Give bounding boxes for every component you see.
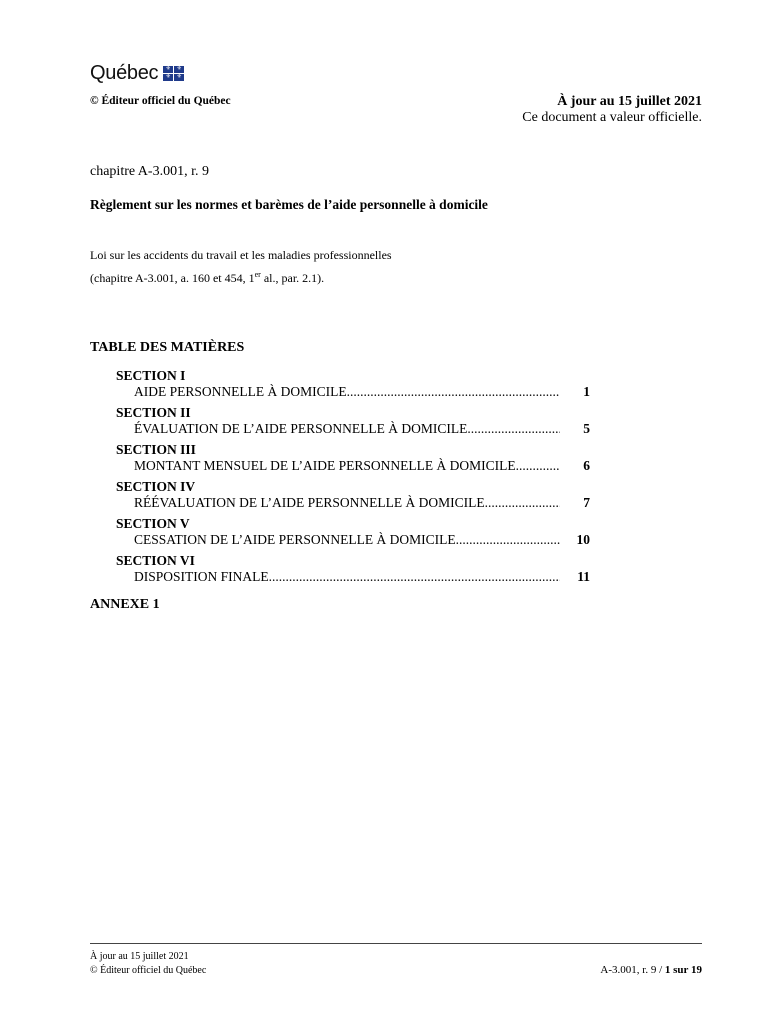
toc-page-number: 11 xyxy=(577,569,590,584)
toc-page-number: 7 xyxy=(583,495,590,510)
enabling-law: Loi sur les accidents du travail et les maladies professionnelles xyxy=(90,248,392,262)
toc-entry xyxy=(116,369,590,400)
toc-section-title: RÉÉVALUATION DE L’AIDE PERSONNELLE À DOMICILE xyxy=(134,495,485,510)
copyright-notice: © Éditeur officiel du Québec xyxy=(90,95,231,107)
footer-page-reference xyxy=(600,964,702,976)
chapter-reference: chapitre A-3.001, r. 9 xyxy=(90,164,209,179)
toc-page-number: 6 xyxy=(583,458,590,473)
toc-entry xyxy=(116,554,590,585)
toc-section-title: AIDE PERSONNELLE À DOMICILE xyxy=(134,384,347,399)
toc-section-title: ÉVALUATION DE L’AIDE PERSONNELLE À DOMICILE xyxy=(134,421,468,436)
toc-page-number: 10 xyxy=(576,532,590,547)
toc-entry xyxy=(116,443,590,474)
page-indicator: 1 sur 19 xyxy=(664,964,702,976)
toc-page-number: 1 xyxy=(583,384,590,399)
toc-section-title: MONTANT MENSUEL DE L’AIDE PERSONNELLE À DOMICILE xyxy=(134,458,516,473)
toc-leader-dots xyxy=(269,568,560,585)
toc-section-label: SECTION II xyxy=(116,405,191,420)
toc-page-number: 5 xyxy=(583,421,590,436)
annex-link[interactable]: ANNEXE 1 xyxy=(90,597,160,612)
toc-entry xyxy=(116,480,590,511)
toc-link[interactable] xyxy=(116,420,590,437)
footer-info xyxy=(90,950,206,978)
toc-link[interactable] xyxy=(116,383,590,400)
toc-section-title: CESSATION DE L’AIDE PERSONNELLE À DOMICILE xyxy=(134,532,456,547)
logo-wordmark: Québec xyxy=(90,62,159,84)
footer-update-date: À jour au 15 juillet 2021 xyxy=(90,951,189,962)
toc-leader-dots xyxy=(467,420,560,437)
footer-copyright: © Éditeur officiel du Québec xyxy=(90,965,207,976)
regulation-title: Règlement sur les normes et barèmes de l’aide personnelle à domicile xyxy=(90,197,488,212)
update-info xyxy=(522,94,702,126)
toc-link[interactable] xyxy=(116,494,590,511)
toc-leader-dots xyxy=(516,457,560,474)
toc-section-label: SECTION VI xyxy=(116,553,195,568)
toc-link[interactable] xyxy=(116,568,590,585)
toc-leader-dots xyxy=(347,383,560,400)
fleurdelise-icon: ⚜ ⚜ ⚜ ⚜ xyxy=(163,66,184,81)
toc-heading: TABLE DES MATIÈRES xyxy=(90,340,245,355)
toc-section-label: SECTION IV xyxy=(116,479,196,494)
toc-section-label: SECTION V xyxy=(116,516,190,531)
toc-link[interactable] xyxy=(116,531,590,548)
footer-document-reference: A-3.001, r. 9 / xyxy=(600,964,665,976)
quebec-logo xyxy=(90,62,184,85)
toc-link[interactable] xyxy=(116,457,590,474)
toc-section-label: SECTION I xyxy=(116,368,186,383)
toc-entry xyxy=(116,406,590,437)
toc-leader-dots xyxy=(485,494,560,511)
update-date: À jour au 15 juillet 2021 xyxy=(557,94,702,109)
official-status: Ce document a valeur officielle. xyxy=(522,110,702,125)
table-of-contents xyxy=(116,369,590,591)
toc-section-title: DISPOSITION FINALE xyxy=(134,569,269,584)
toc-leader-dots xyxy=(456,531,560,548)
enabling-law-citation: (chapitre A-3.001, a. 160 et 454, 1er al., par. 2.1). xyxy=(90,270,325,285)
footer-divider xyxy=(90,943,702,944)
toc-section-label: SECTION III xyxy=(116,442,196,457)
toc-entry xyxy=(116,517,590,548)
